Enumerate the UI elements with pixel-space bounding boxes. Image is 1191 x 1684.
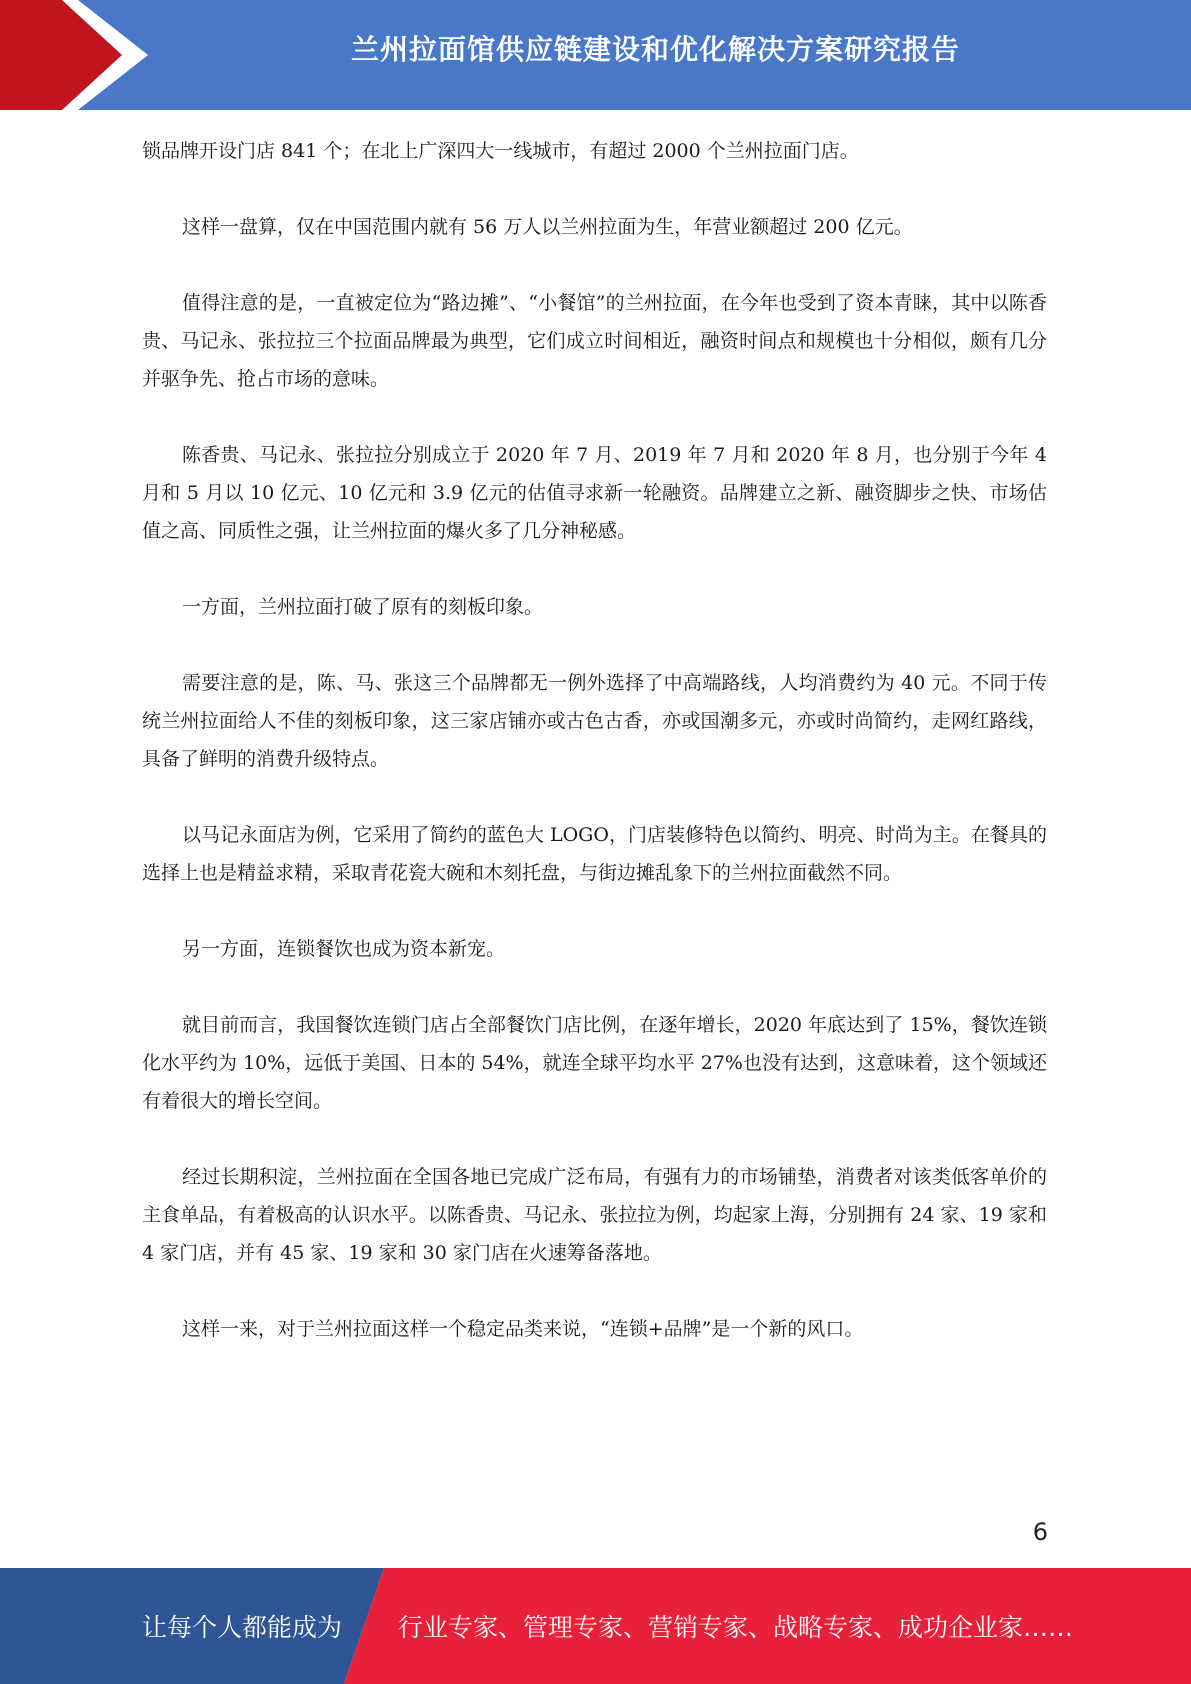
paragraph-6: 需要注意的是，陈、马、张这三个品牌都无一例外选择了中高端路线，人均消费约为 40 元。不同于传统兰州拉面给人不佳的刻板印象，这三家店铺亦或古色古香，亦或国潮多元，亦或时尚简约，走网红路线，具备了鲜明的消费升级特点。 [142, 672, 1047, 770]
footer-banner [0, 1568, 1191, 1684]
paragraph-2: 这样一盘算，仅在中国范围内就有 56 万人以兰州拉面为生，年营业额超过 200 亿元。 [182, 216, 913, 238]
page-number: 6 [1032, 1518, 1048, 1546]
paragraph-7: 以马记永面店为例，它采用了简约的蓝色大 LOGO，门店装修特色以简约、明亮、时尚为主。在餐具的选择上也是精益求精，采取青花瓷大碗和木刻托盘，与街边摊乱象下的兰州拉面截然不同。 [142, 824, 1047, 884]
paragraph-5: 一方面，兰州拉面打破了原有的刻板印象。 [182, 596, 544, 618]
paragraph-4: 陈香贵、马记永、张拉拉分别成立于 2020 年 7 月、2019 年 7 月和 2020 年 8 月，也分别于今年 4 月和 5 月以 10 亿元、10 亿元和 3.9 亿元的估值寻求新一轮融资。品牌建立之新、融资脚步之快、市场估值之高、同质性之强，让兰州拉面的爆火多了几分神秘感。 [142, 444, 1047, 542]
paragraph-10: 经过长期积淀，兰州拉面在全国各地已完成广泛布局，有强有力的市场铺垫，消费者对该类低客单价的主食单品，有着极高的认识水平。以陈香贵、马记永、张拉拉为例，均起家上海，分别拥有 24 家、19 家和 4 家门店，并有 45 家、19 家和 30 家门店在火速筹备落地。 [142, 1166, 1047, 1264]
paragraph-1: 锁品牌开设门店 841 个；在北上广深四大一线城市，有超过 2000 个兰州拉面门店。 [142, 140, 859, 162]
paragraph-9: 就目前而言，我国餐饮连锁门店占全部餐饮门店比例，在逐年增长，2020 年底达到了 15%，餐饮连锁化水平约为 10%，远低于美国、日本的 54%，就连全球平均水平 27%也没有达到，这意味着，这个领域还有着很大的增长空间。 [142, 1014, 1047, 1112]
report-body [142, 132, 1047, 1386]
paragraph-8: 另一方面，连锁餐饮也成为资本新宠。 [182, 938, 506, 960]
header-bar [0, 0, 1191, 110]
paragraph-11: 这样一来，对于兰州拉面这样一个稳定品类来说，“连锁+品牌”是一个新的风口。 [182, 1318, 864, 1340]
footer-slogan-left: 让每个人都能成为 [142, 1613, 343, 1642]
chevron-decoration-icon [0, 0, 160, 110]
paragraph-3: 值得注意的是，一直被定位为“路边摊”、“小餐馆”的兰州拉面，在今年也受到了资本青睐，其中以陈香贵、马记永、张拉拉三个拉面品牌最为典型，它们成立时间相近，融资时间点和规模也十分相似，颇有几分并驱争先、抢占市场的意味。 [142, 292, 1047, 390]
document-title: 兰州拉面馆供应链建设和优化解决方案研究报告 [350, 33, 960, 66]
footer-slogan-right: 行业专家、管理专家、营销专家、战略专家、成功企业家…… [398, 1613, 1074, 1642]
